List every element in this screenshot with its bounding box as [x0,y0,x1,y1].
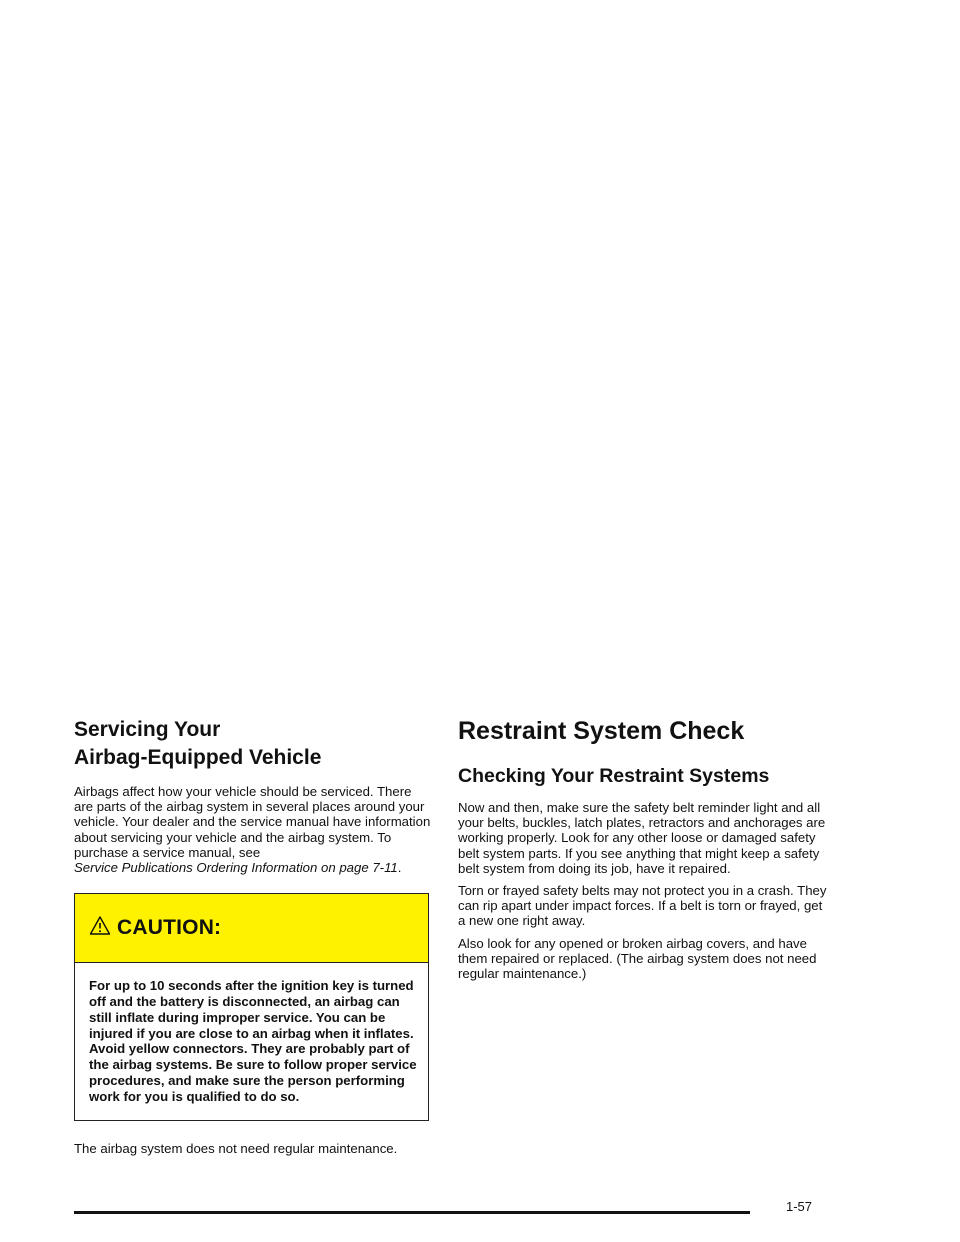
page-title: Restraint System Check [458,717,745,745]
closing-paragraph: The airbag system does not need regular maintenance. [74,1140,398,1156]
intro-text: Airbags affect how your vehicle should be serviced. There are parts of the airbag system in several places around your vehicle. Your dealer and the service manual have information about servicing your vehicle and the airbag system. To purchase a service manual, see [74,784,431,860]
left-column [74,716,431,1156]
section-title-line1: Servicing Your [74,718,221,741]
paragraph: Also look for any opened or broken airbag covers, and have them repaired or replaced. (The airbag system does not need regular maintenance.) [458,935,817,982]
paragraph: Torn or frayed safety belts may not protect you in a crash. They can rip apart under impact forces. If a belt is torn or frayed, get a new one right away. [458,883,827,929]
section-title [74,716,431,772]
caution-triangle-icon [89,915,111,937]
subsection-title: Checking Your Restraint Systems [458,765,770,787]
caution-text: For up to 10 seconds after the ignition key is turned off and the battery is disconnected, an airbag can still inflate during improper service. You can be injured if you are close to an airbag when it inflates. Avoid yellow connectors. They are probably part of the airbag systems. Be sure to follow proper service procedures, and make sure the person performing work for you is qualified to do so. [89,978,417,1104]
paragraph: Now and then, make sure the safety belt reminder light and all your belts, buckles, latch plates, retractors and anchorages are working properly. Look for any other loose or damaged safety belt system parts. If you see anything that might keep a safety belt system from doing its job, have it repaired. [458,800,826,876]
section-title-line2: Airbag-Equipped Vehicle [74,746,322,769]
caution-box [74,893,429,1120]
caution-label: CAUTION: [117,916,222,940]
intro-end: . [397,860,402,876]
page-reference-link[interactable]: Service Publications Ordering Information on page 7-11 [74,860,398,876]
footer-divider [74,1211,750,1214]
intro-paragraph [74,784,431,875]
caution-header [75,894,428,963]
page-number: 1-57 [786,1199,813,1214]
right-column [458,716,828,988]
